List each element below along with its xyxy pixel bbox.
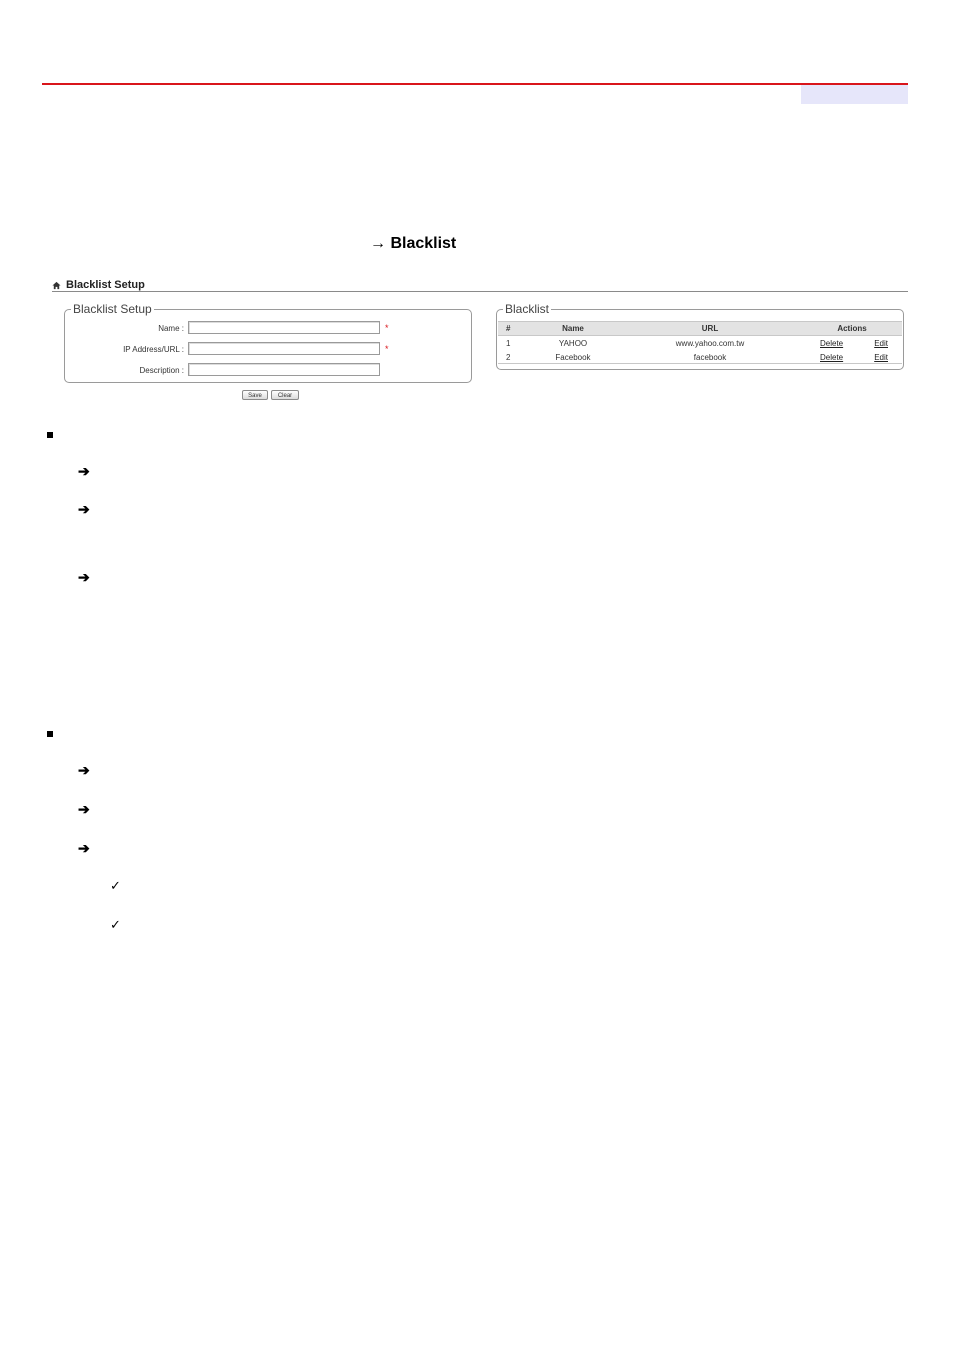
panel-header — [52, 279, 145, 291]
name-required-mark: * — [385, 323, 389, 333]
arrow-right-icon: ➔ — [78, 762, 90, 778]
row-actions — [802, 350, 902, 364]
row-name: Facebook — [555, 352, 591, 362]
breadcrumb: → Blacklist — [370, 235, 457, 252]
ip-required-mark: * — [385, 344, 389, 354]
col-header-num: # — [498, 322, 528, 336]
description-input[interactable] — [188, 363, 380, 376]
row-name: YAHOO — [558, 338, 588, 348]
header-rule — [42, 83, 908, 85]
row-num: 1 — [506, 338, 511, 348]
arrow-right-icon: ➔ — [78, 840, 90, 856]
blacklist-table — [498, 321, 902, 364]
delete-link[interactable]: Delete — [820, 338, 844, 348]
blacklist-legend: Blacklist — [505, 302, 550, 316]
checkmark-icon: ✓ — [110, 917, 121, 932]
delete-link[interactable]: Delete — [820, 352, 844, 362]
clear-button[interactable]: Clear — [271, 390, 299, 400]
panel-divider — [52, 291, 908, 292]
table-row — [498, 336, 902, 351]
arrow-right-icon: ➔ — [78, 569, 90, 585]
bullet-square-icon — [47, 731, 53, 737]
row-num: 2 — [506, 352, 511, 362]
table-row — [498, 350, 902, 364]
checkmark-icon: ✓ — [110, 878, 121, 893]
name-input[interactable] — [188, 321, 380, 334]
arrow-right-icon: ➔ — [78, 501, 90, 517]
arrow-right-icon: ➔ — [78, 463, 90, 479]
ip-address-input[interactable] — [188, 342, 380, 355]
row-actions — [802, 336, 902, 351]
save-button[interactable]: Save — [242, 390, 268, 400]
setup-legend: Blacklist Setup — [73, 302, 152, 316]
home-icon — [52, 281, 61, 290]
name-label: Name : — [158, 324, 184, 333]
bullet-square-icon — [47, 432, 53, 438]
edit-link[interactable]: Edit — [874, 338, 888, 348]
col-header-name: Name — [528, 322, 618, 336]
col-header-url: URL — [618, 322, 802, 336]
edit-link[interactable]: Edit — [874, 352, 888, 362]
row-url: facebook — [693, 352, 727, 362]
ip-address-label: IP Address/URL : — [123, 345, 184, 354]
row-url: www.yahoo.com.tw — [675, 338, 745, 348]
header-tab — [801, 85, 908, 104]
col-header-actions: Actions — [802, 322, 902, 336]
description-label: Description : — [139, 366, 184, 375]
table-bottom-rule — [498, 363, 902, 364]
panel-title: Blacklist Setup — [66, 279, 145, 291]
arrow-right-icon: ➔ — [78, 801, 90, 817]
